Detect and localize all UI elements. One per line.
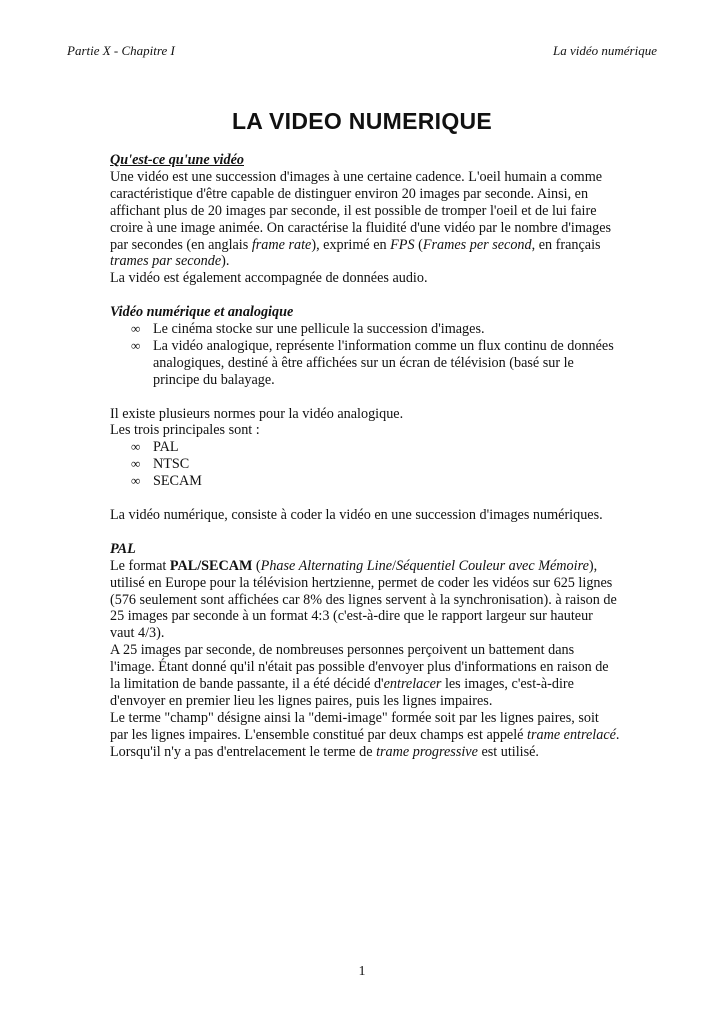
- list-item: ∞ SECAM: [153, 473, 620, 490]
- paragraph-pal-format: Le format PAL/SECAM (Phase Alternating Line/Séquentiel Couleur avec Mémoire), utilisé en Europe pour la télévision hertzienne, permet de coder les vidéos sur 625 lignes (576 seulement sont affichées car 8% des lignes servent à la synchronisation). à raison de 25 images par seconde à un format 4:3 (c'est-à-dire que le rapport largeur sur hauteur vaut 4/3).: [110, 557, 617, 642]
- header-topic: La vidéo numérique: [553, 43, 657, 58]
- page-number: 1: [358, 964, 366, 979]
- section-heading-pal: PAL: [110, 540, 136, 557]
- header-chapter: Partie X - Chapitre I: [67, 43, 175, 58]
- section-heading-numerique-analogique: Vidéo numérique et analogique: [110, 304, 294, 321]
- list-item: ∞ Le cinéma stocke sur une pellicule la succession d'images.: [153, 321, 620, 338]
- list-item: ∞ La vidéo analogique, représente l'information comme un flux continu de données analogiques, destiné à être affichées sur un écran de télévision (basé sur le principe du balayage.: [153, 338, 620, 389]
- page-title: LA VIDEO NUMERIQUE: [231, 108, 493, 134]
- paragraph-video-numerique: La vidéo numérique, consiste à coder la vidéo en une succession d'images numériques.: [110, 506, 603, 523]
- document-body: [110, 152, 620, 761]
- paragraph-entrelacement: A 25 images par seconde, de nombreuses personnes perçoivent un battement dans l'image. Étant donné qu'il n'était pas possible d'envoyer plus d'informations en raison de la limitation de bande passante, il a été décidé d'entrelacer les images, c'est-à-dire d'envoyer en premier lieu les lignes paires, puis les lignes impaires.: [110, 642, 609, 709]
- paragraph-audio: La vidéo est également accompagnée de données audio.: [110, 270, 428, 287]
- list-item: ∞ NTSC: [153, 456, 620, 473]
- list-item: ∞ PAL: [153, 439, 620, 456]
- section-heading-video: Qu'est-ce qu'une vidéo: [110, 152, 244, 168]
- paragraph-definition: Une vidéo est une succession d'images à une certaine cadence. L'oeil humain a comme caractéristique d'être capable de distinguer environ 20 images par seconde. Ainsi, en affichant plus de 20 images par seconde, il est possible de tromper l'oeil et de lui faire croire à une image animée. On caractérise la fluidité d'une vidéo par le nombre d'images par secondes (en anglais frame rate), exprimé en FPS (Frames per second, en français trames par seconde).: [110, 168, 612, 270]
- paragraph-normes: Il existe plusieurs normes pour la vidéo analogique.: [110, 405, 404, 422]
- bullet-list-supports: [110, 321, 620, 389]
- bullet-list-normes: [110, 439, 620, 490]
- paragraph-champ: Le terme "champ" désigne ainsi la "demi-image" formée soit par les lignes paires, soit par les lignes impaires. L'ensemble constitué par deux champs est appelé trame entrelacé. Lorsqu'il n'y a pas d'entrelacement le terme de trame progressive est utilisé.: [110, 709, 620, 760]
- paragraph-trois-principales: Les trois principales sont :: [110, 422, 260, 439]
